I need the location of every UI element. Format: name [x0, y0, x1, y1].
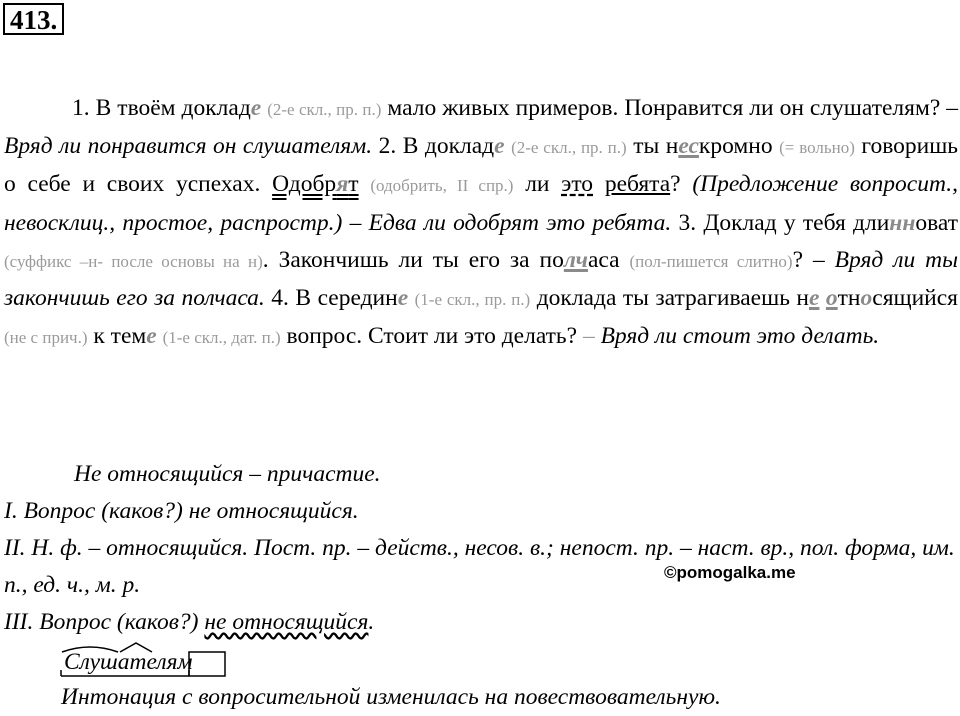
- highlighted-letter: е: [397, 285, 409, 312]
- text-fragment: ?: [670, 171, 681, 198]
- grammar-note: (1-е скл., дат. п.): [162, 328, 281, 348]
- grammar-note: (2-е скл., пр. п.): [511, 138, 627, 158]
- watermark: ©pomogalka.me: [664, 563, 796, 582]
- highlighted-letter: е: [808, 285, 820, 312]
- grammar-note: (2-е скл., пр. п.): [267, 100, 382, 119]
- root-arc-mark: [62, 647, 118, 652]
- ending-box-mark: [189, 652, 225, 676]
- text-fragment: говоришь о себе и своих успехах.: [4, 133, 959, 198]
- morpheme-marks: [58, 640, 238, 684]
- highlighted-letter: о: [825, 285, 838, 312]
- answer-sentence: Вряд ли понравится он слушателям.: [4, 133, 373, 160]
- analysis-point-2: II. Н. ф. – относящийся. Пост. пр. – действ., несов. в.; непост. пр. – наст. вр., пол. форма, им. п., ед. ч., м. р.: [4, 535, 955, 599]
- analysis-point-3-prefix: III. Вопрос (каков?): [4, 609, 199, 635]
- text-fragment: оват: [915, 209, 959, 236]
- highlighted-letter: о: [860, 285, 873, 312]
- grammar-note: (1-е скл., пр. п.): [414, 290, 531, 310]
- grammar-note: (пол-пишется слитно): [629, 251, 793, 271]
- text-fragment: доклада ты затрагиваешь н: [536, 285, 809, 312]
- text-fragment: 1. В твоём доклад: [72, 95, 251, 121]
- text-fragment: ? –: [792, 246, 825, 273]
- text-fragment: . Закончишь ли ты его за по: [262, 246, 564, 273]
- object-word: это: [561, 171, 594, 198]
- text-fragment: ли: [525, 171, 550, 198]
- highlighted-letter: е: [146, 323, 157, 350]
- answer-sentence: Вряд ли ты закончишь его за полчаса.: [4, 246, 959, 312]
- morphemic-word: Слушателям: [64, 649, 193, 675]
- subject-word: ребята: [604, 171, 671, 198]
- text-fragment: мало живых примеров. Понравится ли он слушателям? –: [387, 95, 959, 121]
- grammar-note: (одобрить, II спр.): [370, 176, 514, 196]
- sentence-characteristic: (Предложение вопросит., невосклиц., простое, распростр.) – Едва ли одобрят это ребята.: [4, 171, 958, 236]
- suffix-mark: [120, 643, 152, 652]
- highlighted-letters: ес: [678, 133, 699, 160]
- highlighted-letters: нн: [889, 209, 916, 236]
- analysis-point-3: [4, 604, 958, 641]
- highlighted-letter: е: [494, 133, 505, 160]
- text-fragment: ты н: [633, 133, 679, 160]
- highlighted-letter: е: [250, 95, 262, 121]
- analysis-point-3-underlined: не относящийся: [204, 609, 369, 635]
- grammar-note: (не с прич.): [4, 328, 88, 348]
- text-fragment: аса: [587, 246, 620, 273]
- predicate: [272, 171, 358, 197]
- analysis-point-3-suffix: .: [368, 609, 375, 635]
- answer-sentence: Вряд ли стоит это делать.: [600, 323, 880, 350]
- highlighted-letter: я: [336, 171, 349, 198]
- intonation-note: Интонация с вопросительной изменилась на повествовательную.: [61, 684, 721, 710]
- stem-ticks-mark: [61, 670, 189, 676]
- grammar-note: (= вольно): [779, 138, 855, 158]
- text-fragment: к тем: [93, 323, 147, 350]
- text-fragment: т: [348, 171, 359, 198]
- text-fragment: Одобр: [272, 171, 337, 198]
- text-fragment: 3. Доклад у тебя дли: [678, 209, 890, 236]
- exercise-text: [4, 90, 958, 356]
- grammar-note: (суффикс –н- после основы на н): [4, 251, 263, 271]
- text-fragment: сящийся: [872, 285, 958, 312]
- highlighted-letters: лч: [563, 246, 588, 273]
- dash: –: [582, 323, 595, 350]
- text-fragment: 4. В середин: [271, 285, 398, 312]
- text-fragment: кромно: [698, 133, 773, 160]
- text-fragment: тн: [837, 285, 861, 312]
- analysis-heading: Не относящийся – причастие.: [74, 461, 381, 487]
- text-fragment: 2. В доклад: [378, 133, 495, 160]
- exercise-number: 413.: [3, 3, 64, 35]
- text-fragment: вопрос. Стоит ли это делать?: [286, 323, 578, 350]
- analysis-point-1: I. Вопрос (каков?) не относящийся.: [4, 498, 359, 524]
